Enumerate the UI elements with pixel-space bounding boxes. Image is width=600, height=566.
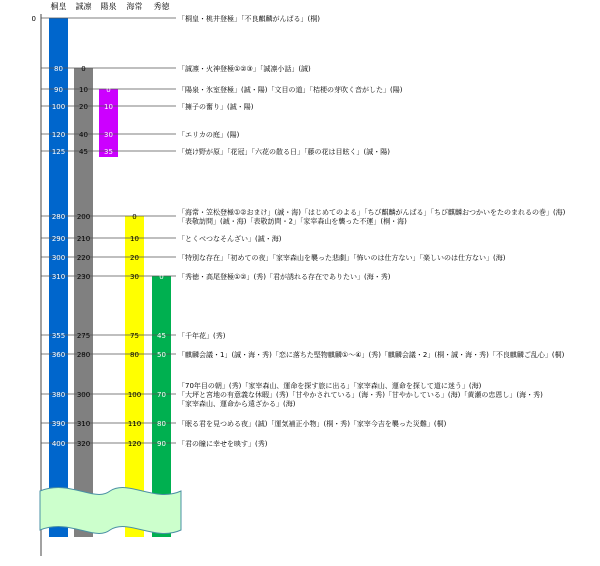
row-value-r280-1: 200 <box>76 213 91 221</box>
row-value-r355-0: 355 <box>51 332 66 340</box>
column-header-3: 海常 <box>126 2 143 11</box>
row-entry-r300-0: 「特別な存在」「初めての夜」「家宰森山を襲った悲劇」「怖いのは仕方ない」「楽しいのは仕方ない」(海) <box>178 254 506 262</box>
row-value-r380-1: 300 <box>76 391 91 399</box>
row-value-r290-3: 10 <box>130 235 139 243</box>
row-value-r300-3: 20 <box>130 254 139 262</box>
column-header-0: 桐皇 <box>50 2 67 11</box>
row-entry-r355-0: 「千年花」(秀) <box>178 332 226 340</box>
row-value-r360-1: 280 <box>76 351 91 359</box>
row-entry-r400-0: 「君の瞳に幸せを映す」(秀) <box>178 440 268 448</box>
wavy-banner <box>40 488 181 534</box>
row-value-r380-4: 70 <box>157 391 166 399</box>
row-value-r380-3: 100 <box>127 391 142 399</box>
row-entry-r120-0: 「エリカの庭」(陽) <box>178 131 240 139</box>
row-entry-r125-0: 「焼け野が原」「花冠」「六花の散る日」「藤の花は目眩く」(誠・陽) <box>178 148 390 156</box>
row-value-r400-3: 120 <box>127 440 142 448</box>
row-value-r280-0: 280 <box>51 213 66 221</box>
row-value-r310-3: 30 <box>130 273 139 281</box>
row-value-r300-1: 220 <box>76 254 91 262</box>
row-value-r390-3: 110 <box>127 420 142 428</box>
row-value-r390-0: 390 <box>51 420 66 428</box>
bar-2 <box>99 89 118 157</box>
row-value-r290-1: 210 <box>76 235 91 243</box>
row-entry-r280-0: 「海常・笠松登極①②おまけ」(誠・海)「はじめてのよる」「ちび麒麟がんばる」「ちび麒麟おつかいをたのまれるの巻」(海) <box>178 208 566 217</box>
row-value-r300-0: 300 <box>51 254 66 262</box>
row-value-r355-3: 75 <box>130 332 139 340</box>
row-value-r125-2: 35 <box>104 148 113 156</box>
row-value-r355-1: 275 <box>76 332 91 340</box>
row-value-r400-1: 320 <box>76 440 91 448</box>
row-value-r360-4: 50 <box>157 351 166 359</box>
row-value-r310-1: 230 <box>76 273 91 281</box>
row-entry-r0-0: 「桐皇・桃井登極」「不良麒麟がんばる」(桐) <box>178 15 320 23</box>
row-value-r120-1: 40 <box>79 131 88 139</box>
row-value-r90-1: 10 <box>79 86 88 94</box>
row-entry-r90-0: 「陽泉・氷室登極」(誠・陽)「文目の道」「桔梗の芽吹く音がした」(陽) <box>178 86 403 94</box>
axis-origin-label: 0 <box>31 15 36 23</box>
row-value-r80-1: 0 <box>81 65 86 73</box>
row-value-r120-0: 120 <box>51 131 66 139</box>
row-value-r290-0: 290 <box>51 235 66 243</box>
column-header-4: 秀徳 <box>153 2 170 11</box>
row-value-r125-1: 45 <box>79 148 88 156</box>
row-value-r360-0: 360 <box>51 351 66 359</box>
row-value-r90-0: 90 <box>54 86 63 94</box>
column-header-1: 誠凛 <box>75 2 92 11</box>
row-value-r100-2: 10 <box>104 103 113 111</box>
row-entry-r390-0: 「眠る君を見つめる夜」(誠)「運気補正小物」(桐・秀)「家宰今吉を襲った災難」(桐) <box>178 420 447 428</box>
row-entry-r290-0: 「とくべつなそんざい」(誠・海) <box>178 235 282 243</box>
column-header-2: 陽泉 <box>100 2 117 11</box>
row-value-r120-2: 30 <box>104 131 113 139</box>
row-value-r80-0: 80 <box>54 65 63 73</box>
row-value-r310-4: 0 <box>159 273 164 281</box>
row-value-r280-3: 0 <box>132 213 137 221</box>
row-value-r400-4: 90 <box>157 440 166 448</box>
row-entry-r380-2: 「家宰森山、運命から遠ざかる」(海) <box>178 400 296 408</box>
row-value-r100-1: 20 <box>79 103 88 111</box>
row-value-r90-2: 0 <box>106 86 111 94</box>
row-value-r390-4: 80 <box>157 420 166 428</box>
row-entry-r360-0: 「麒麟会議・1」(誠・海・秀)「恋に落ちた堅物麒麟①～④」(秀)「麒麟会議・2」(桐・誠・海・秀)「不良麒麟ご乱心」(桐) <box>178 351 565 359</box>
row-value-r125-0: 125 <box>51 148 66 156</box>
row-entry-r380-1: 「大坪と宮地の有意義な休暇」(秀)「甘やかされている」(海・秀)「甘やかしている」(海)「黄瀬の忠恩し」(海・秀) <box>178 391 543 399</box>
row-entry-r310-0: 「秀徳・高尾登極①②」(秀)「君が誘れる存在でありたい」(海・秀) <box>178 273 391 281</box>
row-entry-r380-0: 「70年目の朝」(秀)「家宰森山、運命を探す旅に出る」「家宰森山、運命を探して道に迷う」(海) <box>178 382 482 390</box>
row-value-r310-0: 310 <box>51 273 66 281</box>
row-value-r390-1: 310 <box>76 420 91 428</box>
row-value-r360-3: 80 <box>130 351 139 359</box>
row-value-r380-0: 380 <box>51 391 66 399</box>
row-entry-r100-0: 「擁子の奮り」(誠・陽) <box>178 103 254 111</box>
row-value-r400-0: 400 <box>51 440 66 448</box>
row-entry-r80-0: 「誠凛・火神登極①②③」「誠凛小話」(誠) <box>178 65 311 73</box>
row-value-r355-4: 45 <box>157 332 166 340</box>
row-value-r100-0: 100 <box>51 103 66 111</box>
row-entry-r280-1: 「表敬訪問」(誠・海)「表敬訪問・2」「家宰森山を襲った不運」(桐・海) <box>178 217 407 226</box>
